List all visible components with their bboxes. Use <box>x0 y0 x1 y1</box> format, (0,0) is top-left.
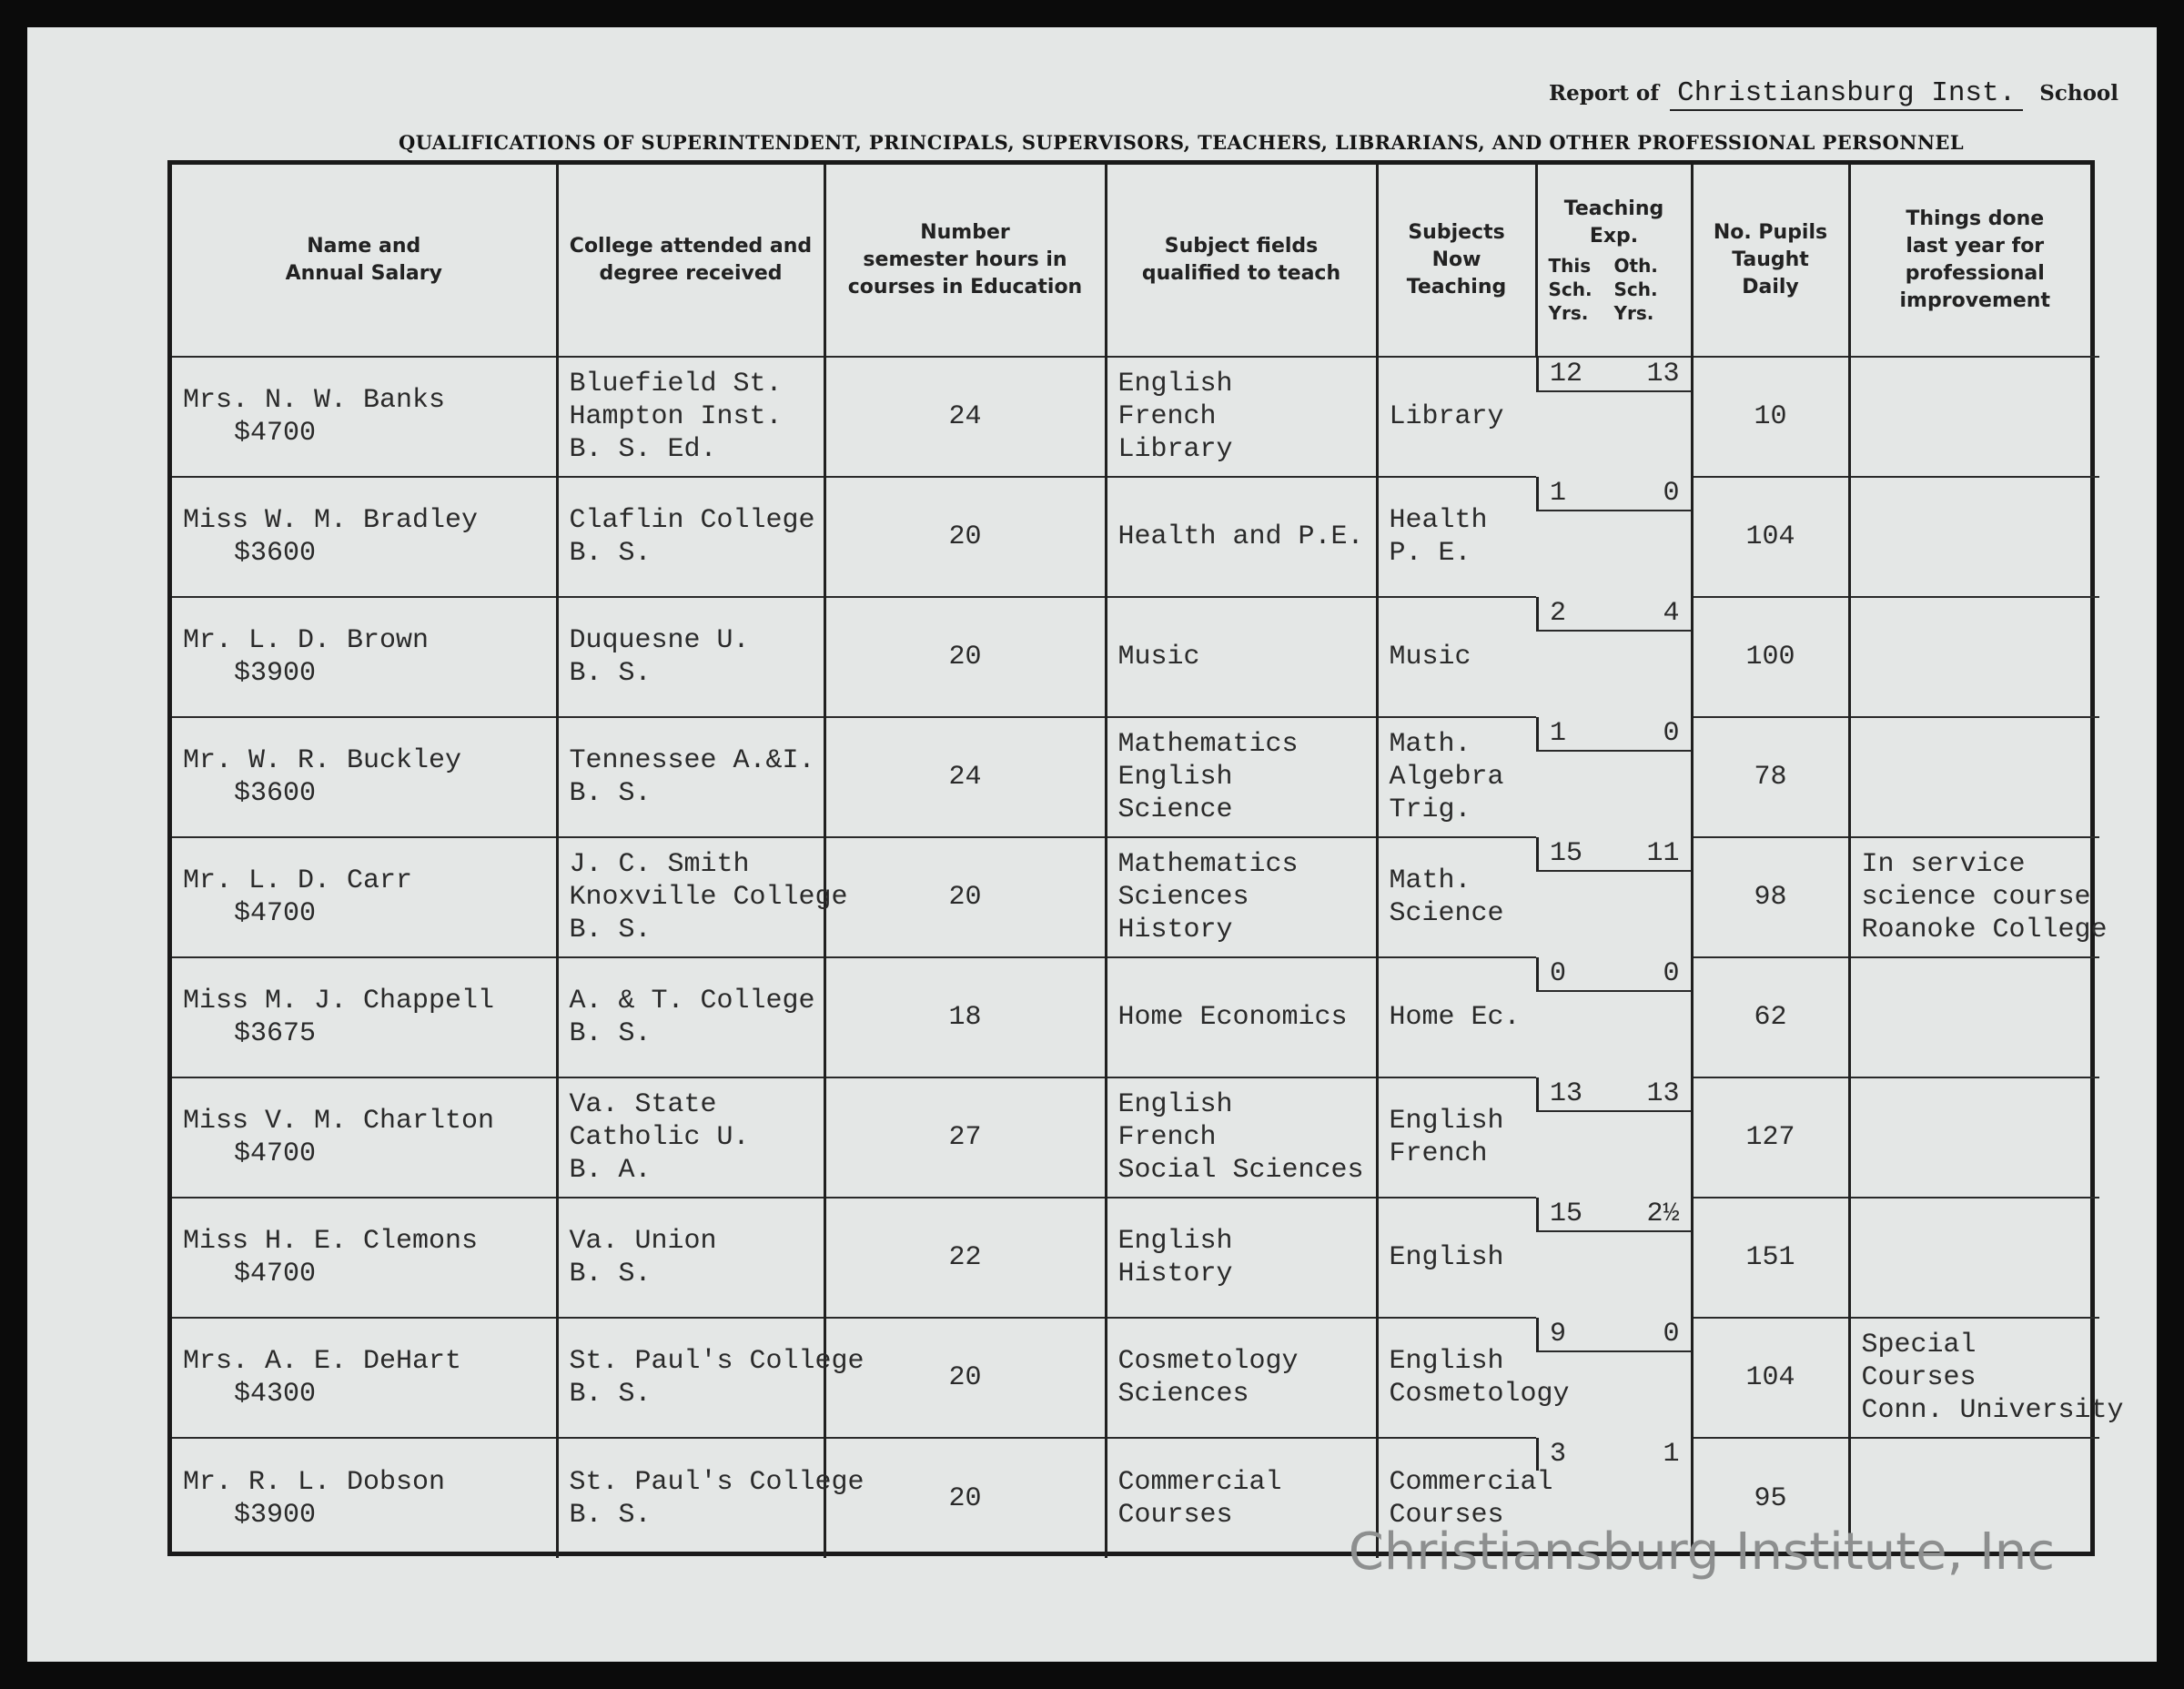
college-line: St. Paul's College <box>569 1466 864 1498</box>
header-line: Name and <box>307 235 421 258</box>
teacher-name: Mrs. N. W. Banks <box>183 385 446 416</box>
college-line: Duquesne U. <box>569 625 750 656</box>
hours-cell: 20 <box>824 477 1106 597</box>
exp-other-school-value: 13 <box>1646 359 1680 389</box>
header-line: Daily <box>1742 276 1799 298</box>
header-line: Teaching <box>1406 276 1507 298</box>
exp-other-school-value: 0 <box>1663 718 1680 749</box>
table-row <box>172 357 2099 477</box>
header-line: professional <box>1905 262 2045 285</box>
school-name: Christiansburg Inst. <box>1670 77 2023 111</box>
exp-other-school-value: 0 <box>1663 478 1680 509</box>
header-line: This <box>1548 255 1592 277</box>
now-teaching-cell <box>1377 1318 1570 1438</box>
field-line: English <box>1117 762 1233 793</box>
name-salary-cell <box>172 597 557 717</box>
header-line: Number <box>920 221 1010 244</box>
name-salary-cell <box>172 717 557 837</box>
table-row <box>172 837 2099 957</box>
exp-other-school-value: 0 <box>1663 1319 1680 1350</box>
college-cell <box>557 1198 824 1318</box>
col-name-salary <box>172 165 557 357</box>
experience-cell <box>1536 1318 1691 1352</box>
college-cell <box>557 477 824 597</box>
annual-salary: $3600 <box>234 778 317 809</box>
header-line: Annual Salary <box>285 262 442 285</box>
experience-cell <box>1536 957 1691 992</box>
teacher-name: Mr. L. D. Brown <box>183 625 430 656</box>
exp-this-school-value: 0 <box>1550 958 1567 989</box>
exp-this-school <box>1549 254 1614 325</box>
college-line: Va. Union <box>569 1226 717 1257</box>
college-cell <box>557 717 824 837</box>
annual-salary: $4700 <box>234 898 317 929</box>
header-line: Taught <box>1732 248 1809 271</box>
field-line: Courses <box>1117 1499 1233 1531</box>
report-prefix: Report of <box>1549 81 1660 106</box>
now-teaching-cell <box>1377 837 1536 957</box>
annual-salary: $4700 <box>234 1138 317 1169</box>
exp-this-school-value: 1 <box>1550 718 1567 749</box>
pupils-cell: 127 <box>1692 1077 1849 1198</box>
exp-other-school <box>1614 254 1680 325</box>
subject-line: Science <box>1389 898 1504 929</box>
college-line: Tennessee A.&I. <box>569 745 815 776</box>
fields-cell <box>1106 1318 1377 1438</box>
experience-cell <box>1536 717 1691 752</box>
experience-cell <box>1536 1198 1691 1232</box>
subject-line: Home Ec. <box>1389 1002 1521 1033</box>
college-line: Hampton Inst. <box>569 401 783 432</box>
field-line: Mathematics <box>1117 729 1299 760</box>
improvement-cell <box>1849 1077 2099 1198</box>
watermark: Christiansburg Institute, Inc <box>1348 1522 2055 1582</box>
fields-cell <box>1106 717 1377 837</box>
field-line: Library <box>1117 434 1233 465</box>
table-row <box>172 1077 2099 1198</box>
pupils-cell: 10 <box>1692 357 1849 477</box>
teacher-name: Mr. W. R. Buckley <box>183 745 462 776</box>
exp-this-school-value: 3 <box>1550 1439 1567 1470</box>
header-line: Teaching <box>1563 197 1664 220</box>
college-line: B. S. <box>569 778 652 809</box>
college-line: B. S. Ed. <box>569 434 717 465</box>
name-salary-cell <box>172 357 557 477</box>
subject-line: English <box>1389 1242 1504 1273</box>
header-line: Oth. <box>1613 255 1658 277</box>
header-line: Things done <box>1906 207 2045 230</box>
header-line: last year for <box>1906 235 2045 258</box>
table-row <box>172 717 2099 837</box>
fields-cell <box>1106 1198 1377 1318</box>
improvement-line: Courses <box>1861 1362 1977 1393</box>
improvement-line: Special <box>1861 1330 1977 1360</box>
teacher-name: Miss M. J. Chappell <box>183 986 495 1016</box>
college-line: B. S. <box>569 915 652 946</box>
field-line: Music <box>1117 642 1200 673</box>
annual-salary: $3900 <box>234 658 317 689</box>
college-line: Catholic U. <box>569 1122 750 1153</box>
field-line: French <box>1117 401 1217 432</box>
now-teaching-cell <box>1377 477 1536 597</box>
header-line: Subjects <box>1408 221 1505 244</box>
header-line: Subject fields <box>1164 235 1319 258</box>
college-cell <box>557 837 848 957</box>
experience-cell <box>1536 477 1691 511</box>
name-salary-cell <box>172 1077 557 1198</box>
now-teaching-cell <box>1377 597 1536 717</box>
header-line: College attended and <box>569 235 813 258</box>
table-row <box>172 1318 2099 1438</box>
college-line: St. Paul's College <box>569 1346 864 1377</box>
field-line: Sciences <box>1117 1379 1249 1410</box>
annual-salary: $4300 <box>234 1379 317 1410</box>
subject-line: P. E. <box>1389 538 1471 569</box>
exp-other-school-value: 13 <box>1646 1078 1680 1109</box>
exp-this-school-value: 15 <box>1550 1198 1583 1229</box>
name-salary-cell <box>172 837 557 957</box>
fields-cell <box>1106 1077 1377 1198</box>
subject-line: Health <box>1389 505 1488 536</box>
subject-line: French <box>1389 1138 1488 1169</box>
col-improvement <box>1849 165 2099 357</box>
improvement-line: Roanoke College <box>1861 915 2108 946</box>
name-salary-cell <box>172 477 557 597</box>
fields-cell <box>1106 957 1377 1077</box>
college-line: B. S. <box>569 1499 652 1531</box>
experience-cell <box>1536 837 1691 872</box>
fields-cell <box>1106 597 1377 717</box>
field-line: History <box>1117 1259 1233 1290</box>
college-cell <box>557 957 824 1077</box>
improvement-line: Conn. University <box>1861 1395 2124 1426</box>
experience-cell <box>1536 1438 1691 1471</box>
annual-salary: $3900 <box>234 1499 317 1531</box>
subject-line: Math. <box>1389 865 1471 896</box>
field-line: Social Sciences <box>1117 1155 1364 1186</box>
exp-other-school-value: 0 <box>1663 958 1680 989</box>
field-line: Health and P.E. <box>1117 521 1364 552</box>
improvement-line: In service <box>1861 849 2026 880</box>
field-line: History <box>1117 915 1233 946</box>
college-line: Knoxville College <box>569 882 848 913</box>
header-line: No. Pupils <box>1713 221 1828 244</box>
improvement-cell <box>1849 717 2099 837</box>
table-row <box>172 957 2099 1077</box>
col-hours <box>824 165 1106 357</box>
improvement-cell <box>1849 597 2099 717</box>
table-row <box>172 1198 2099 1318</box>
hours-cell: 20 <box>824 1318 1106 1438</box>
pupils-cell: 95 <box>1692 1438 1849 1558</box>
college-cell <box>557 597 824 717</box>
name-salary-cell <box>172 1438 557 1558</box>
hours-cell: 18 <box>824 957 1106 1077</box>
subject-line: Commercial <box>1389 1466 1553 1498</box>
improvement-cell <box>1849 837 2108 957</box>
pupils-cell: 98 <box>1692 837 1849 957</box>
name-salary-cell <box>172 957 557 1077</box>
personnel-table <box>167 160 2124 1556</box>
hours-cell: 20 <box>824 837 1106 957</box>
college-line: J. C. Smith <box>569 849 750 880</box>
hours-cell: 24 <box>824 717 1106 837</box>
college-cell <box>557 1077 824 1198</box>
subject-line: Music <box>1389 642 1471 673</box>
header-line: Yrs. <box>1613 302 1654 324</box>
field-line: English <box>1117 1226 1233 1257</box>
college-line: B. A. <box>569 1155 652 1186</box>
subject-line: Cosmetology <box>1389 1379 1570 1410</box>
teacher-name: Miss H. E. Clemons <box>183 1226 479 1257</box>
header-line: Exp. <box>1589 225 1639 248</box>
col-fields <box>1106 165 1377 357</box>
field-line: Home Economics <box>1117 1002 1348 1033</box>
hours-cell: 22 <box>824 1198 1106 1318</box>
college-line: B. S. <box>569 1018 652 1049</box>
document-page <box>27 27 2157 1662</box>
college-line: B. S. <box>569 1259 652 1290</box>
subject-line: Algebra <box>1389 762 1504 793</box>
teacher-name: Mr. R. L. Dobson <box>183 1466 446 1498</box>
annual-salary: $3675 <box>234 1018 317 1049</box>
college-line: B. S. <box>569 538 652 569</box>
exp-other-school-value: 11 <box>1646 838 1680 869</box>
field-line: Sciences <box>1117 882 1249 913</box>
now-teaching-cell <box>1377 717 1536 837</box>
header-line: Sch. <box>1548 278 1592 300</box>
improvement-cell <box>1849 477 2099 597</box>
col-college <box>557 165 824 357</box>
exp-this-school-value: 12 <box>1550 359 1583 389</box>
teacher-name: Mrs. A. E. DeHart <box>183 1346 462 1377</box>
header-line: courses in Education <box>847 276 1083 298</box>
pupils-cell: 100 <box>1692 597 1849 717</box>
now-teaching-cell <box>1377 357 1536 477</box>
hours-cell: 20 <box>824 1438 1106 1558</box>
field-line: English <box>1117 1089 1233 1120</box>
subject-line: Math. <box>1389 729 1471 760</box>
col-now-teaching <box>1377 165 1536 357</box>
table-row <box>172 477 2099 597</box>
college-cell <box>557 1318 864 1438</box>
fields-cell <box>1106 357 1377 477</box>
teacher-name: Miss V. M. Charlton <box>183 1106 495 1137</box>
header-line: qualified to teach <box>1141 262 1341 285</box>
college-line: Bluefield St. <box>569 369 783 399</box>
subject-line: English <box>1389 1346 1504 1377</box>
experience-cell <box>1536 358 1691 392</box>
college-line: B. S. <box>569 1379 652 1410</box>
field-line: Cosmetology <box>1117 1346 1299 1377</box>
header-line: improvement <box>1899 289 2050 312</box>
hours-cell: 27 <box>824 1077 1106 1198</box>
pupils-cell: 104 <box>1692 477 1849 597</box>
exp-title <box>1549 196 1680 250</box>
header-line: Yrs. <box>1548 302 1589 324</box>
improvement-cell <box>1849 957 2099 1077</box>
college-line: A. & T. College <box>569 986 815 1016</box>
subject-line: Courses <box>1389 1499 1504 1531</box>
table-row <box>172 597 2099 717</box>
header-line: Sch. <box>1613 278 1658 300</box>
subject-line: Trig. <box>1389 794 1471 825</box>
field-line: Science <box>1117 794 1233 825</box>
pupils-cell: 78 <box>1692 717 1849 837</box>
annual-salary: $4700 <box>234 418 317 449</box>
college-cell <box>557 1438 864 1558</box>
pupils-cell: 104 <box>1692 1318 1849 1438</box>
fields-cell <box>1106 477 1377 597</box>
field-line: Mathematics <box>1117 849 1299 880</box>
now-teaching-cell <box>1377 957 1536 1077</box>
subject-line: English <box>1389 1106 1504 1137</box>
fields-cell <box>1106 1438 1377 1558</box>
field-line: French <box>1117 1122 1217 1153</box>
report-suffix: School <box>2039 81 2119 106</box>
header-row <box>172 165 2099 357</box>
annual-salary: $3600 <box>234 538 317 569</box>
experience-cell <box>1536 1077 1691 1112</box>
exp-other-school-value: 4 <box>1663 598 1680 629</box>
pupils-cell: 62 <box>1692 957 1849 1077</box>
field-line: Commercial <box>1117 1466 1282 1498</box>
now-teaching-cell <box>1377 1198 1536 1318</box>
pupils-cell: 151 <box>1692 1198 1849 1318</box>
exp-this-school-value: 15 <box>1550 838 1583 869</box>
improvement-line: science course <box>1861 882 2091 913</box>
exp-this-school-value: 1 <box>1550 478 1567 509</box>
improvement-cell <box>1849 1318 2124 1438</box>
college-line: Claflin College <box>569 505 815 536</box>
experience-cell <box>1536 597 1691 632</box>
subject-line: Library <box>1389 401 1504 432</box>
college-line: Va. State <box>569 1089 717 1120</box>
report-line <box>1549 77 2118 111</box>
col-pupils <box>1692 165 1849 357</box>
document-title: QUALIFICATIONS OF SUPERINTENDENT, PRINCIPALS, SUPERVISORS, TEACHERS, LIBRARIANS, AND OTHER PROFESSIONAL PERSONNEL <box>399 131 1964 154</box>
exp-this-school-value: 2 <box>1550 598 1567 629</box>
field-line: English <box>1117 369 1233 399</box>
improvement-cell <box>1849 1198 2099 1318</box>
name-salary-cell <box>172 1198 557 1318</box>
header-line: semester hours in <box>863 248 1067 271</box>
teacher-name: Mr. L. D. Carr <box>183 865 413 896</box>
annual-salary: $4700 <box>234 1259 317 1290</box>
name-salary-cell <box>172 1318 557 1438</box>
improvement-cell <box>1849 357 2099 477</box>
col-teaching-exp <box>1536 165 1692 357</box>
hours-cell: 20 <box>824 597 1106 717</box>
now-teaching-cell <box>1377 1077 1536 1198</box>
hours-cell: 24 <box>824 357 1106 477</box>
exp-other-school-value: 2½ <box>1646 1198 1680 1229</box>
teacher-name: Miss W. M. Bradley <box>183 505 479 536</box>
header-line: degree received <box>599 262 783 285</box>
college-line: B. S. <box>569 658 652 689</box>
header-line: Now <box>1431 248 1481 271</box>
exp-other-school-value: 1 <box>1663 1439 1680 1470</box>
fields-cell <box>1106 837 1377 957</box>
exp-this-school-value: 9 <box>1550 1319 1567 1350</box>
exp-this-school-value: 13 <box>1550 1078 1583 1109</box>
college-cell <box>557 357 824 477</box>
